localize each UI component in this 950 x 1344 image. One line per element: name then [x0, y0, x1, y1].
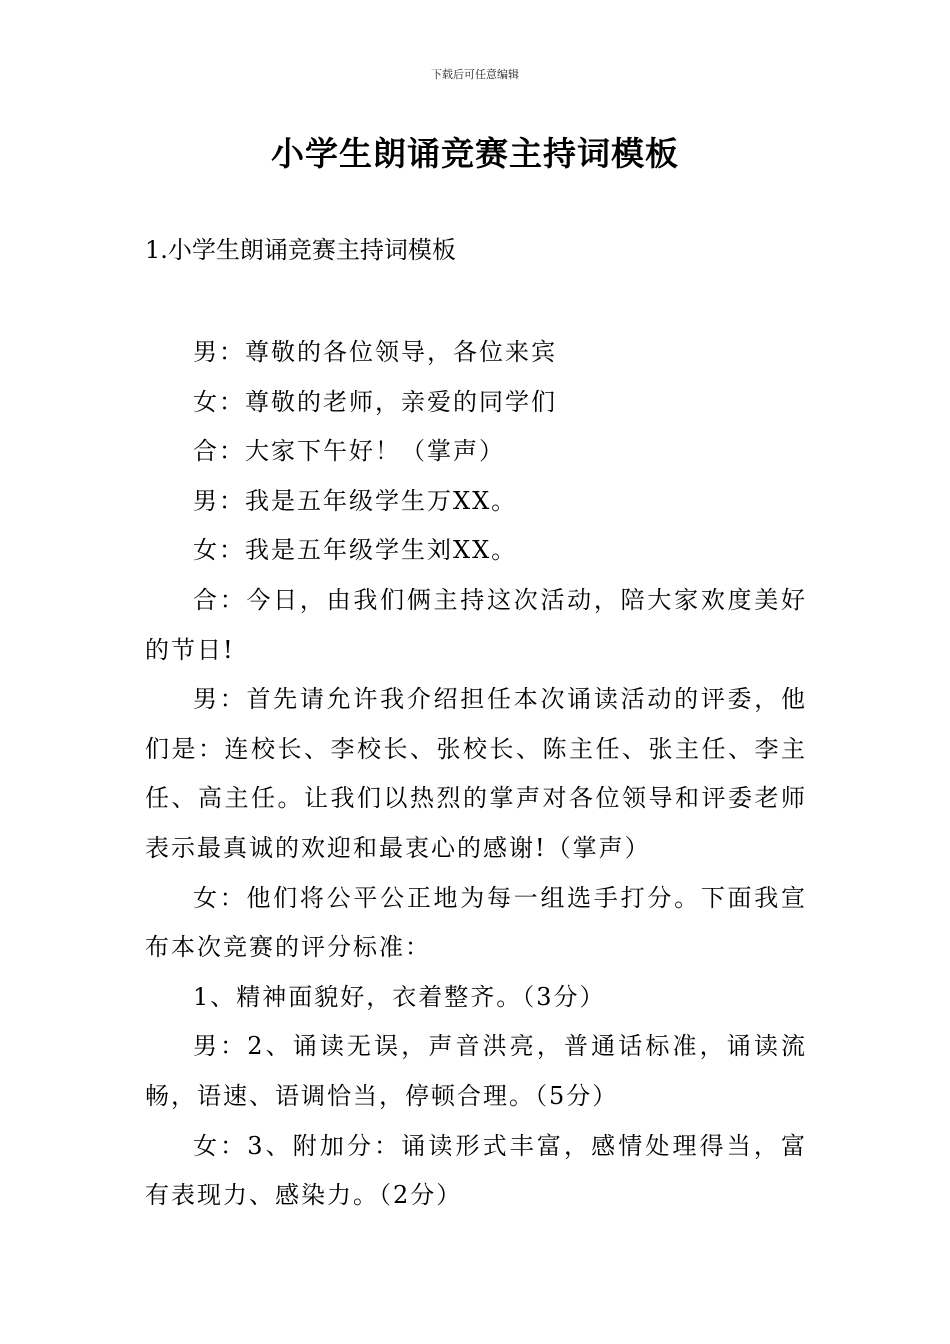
- paragraph: 女：我是五年级学生刘XX。: [193, 536, 518, 565]
- page-title: 小学生朗诵竞赛主持词模板: [271, 134, 679, 173]
- paragraph: 合：今日，由我们俩主持这次活动，陪大家欢度美好的节日!: [145, 585, 807, 664]
- section-heading: 1.小学生朗诵竞赛主持词模板: [145, 236, 456, 264]
- paragraph: 1、精神面貌好，衣着整齐。（3分）: [193, 982, 606, 1011]
- paragraph: 合：大家下午好！（掌声）: [193, 437, 505, 466]
- page-header-note: 下载后可任意编辑: [431, 68, 519, 81]
- paragraph: 男：首先请允许我介绍担任本次诵读活动的评委，他们是：连校长、李校长、张校长、陈主任、张主任、李主任、高主任。让我们以热烈的掌声对各位领导和评委老师表示最真诚的欢迎和最衷心的感谢!（掌声）: [145, 685, 807, 862]
- paragraph: 男：2、诵读无误，声音洪亮，普通话标准，诵读流畅，语速、语调恰当，停顿合理。（5分）: [145, 1032, 807, 1110]
- document-body: [145, 328, 807, 1221]
- paragraph: 女：尊敬的老师，亲爱的同学们: [193, 387, 557, 416]
- paragraph: 男：尊敬的各位领导，各位来宾: [193, 338, 557, 366]
- paragraph: 男：我是五年级学生万XX。: [193, 486, 518, 515]
- paragraph: 女：3、附加分：诵读形式丰富，感情处理得当，富有表现力、感染力。（2分）: [145, 1131, 807, 1210]
- paragraph: 女：他们将公平公正地为每一组选手打分。下面我宣布本次竞赛的评分标准：: [145, 883, 807, 962]
